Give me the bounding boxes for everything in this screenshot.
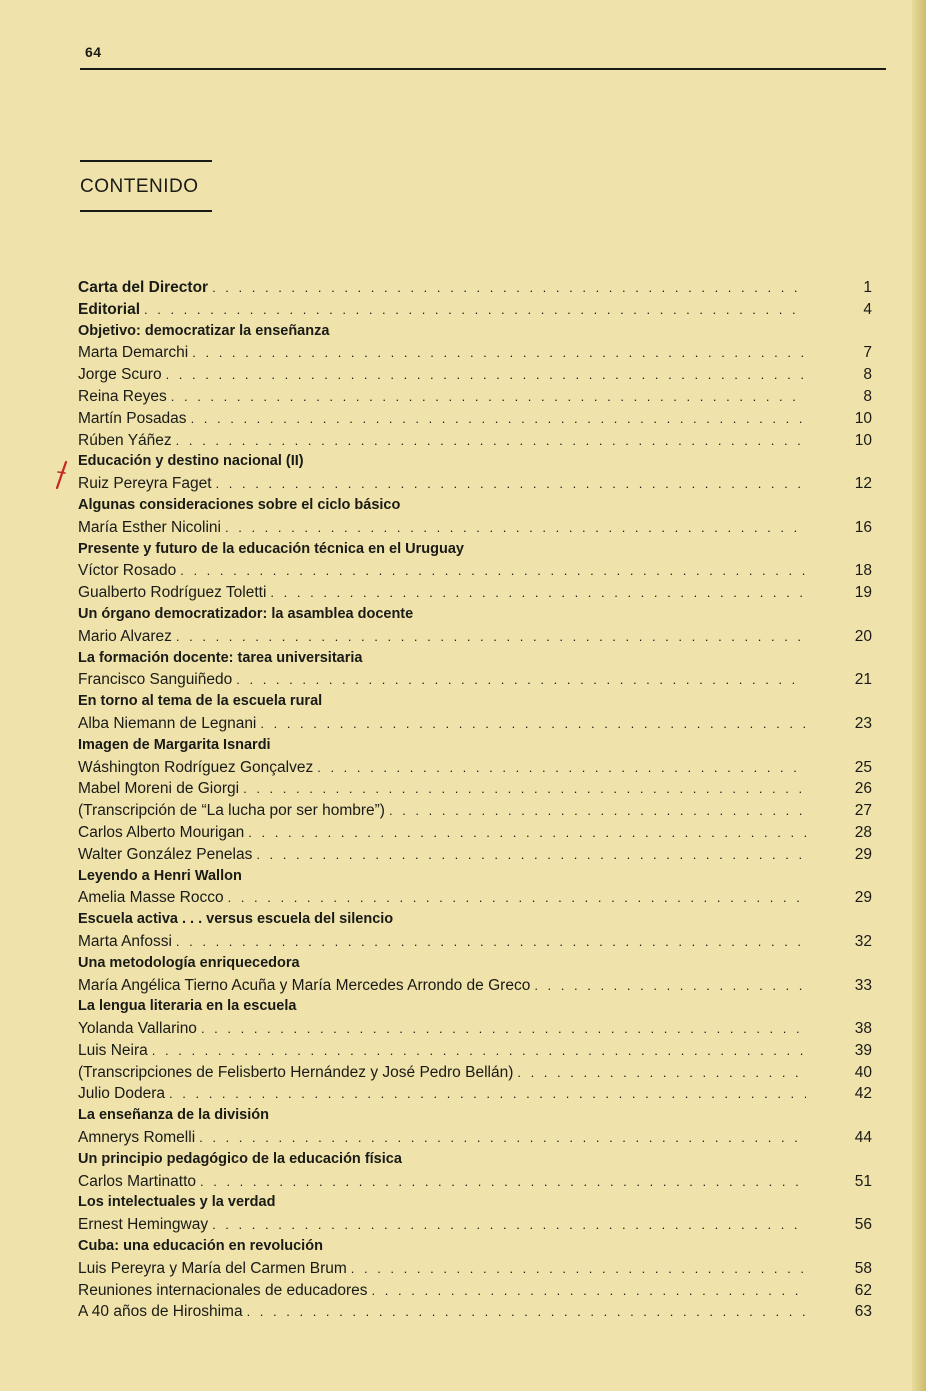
- dot-leader: [256, 844, 806, 866]
- toc-entry-line: [78, 364, 872, 386]
- toc-entry-line: [78, 1280, 872, 1302]
- toc-section-heading: [78, 691, 872, 713]
- toc-entry-line: [78, 931, 872, 953]
- toc-entry: [78, 669, 872, 691]
- toc-entry-line: [78, 560, 872, 582]
- toc-section-heading: [78, 648, 872, 670]
- dot-leader: [228, 887, 806, 909]
- toc-section-heading: [78, 321, 872, 343]
- dot-leader: [389, 800, 806, 822]
- toc-entry-title: A 40 años de Hiroshima: [78, 1303, 243, 1321]
- toc-entry-line: [78, 669, 872, 691]
- dot-leader: [534, 975, 806, 997]
- toc-entry-line: [78, 408, 872, 430]
- toc-entry: [78, 277, 872, 299]
- toc-page-number: 21: [854, 671, 872, 689]
- toc-page-number: 39: [854, 1041, 872, 1059]
- dot-leader: [169, 1083, 806, 1105]
- toc-entry: [78, 1301, 872, 1323]
- toc-page-number: 20: [854, 627, 872, 645]
- dot-leader: [212, 1214, 806, 1236]
- toc-heading-text: La formación docente: tarea universitaria: [78, 649, 363, 666]
- toc-entry-line: [78, 277, 872, 299]
- toc-entry: [78, 1258, 872, 1280]
- toc-entry-line: [78, 1258, 872, 1280]
- toc-page-number: 10: [854, 431, 872, 449]
- toc-entry-line: [78, 975, 872, 997]
- toc-page-number: 58: [854, 1259, 872, 1277]
- toc-entry-line: [78, 1018, 872, 1040]
- toc-section-heading: [78, 953, 872, 975]
- toc-page-number: 16: [854, 518, 872, 536]
- toc-entry: [78, 1062, 872, 1084]
- toc-entry-line: [78, 299, 872, 321]
- toc-heading-text: La enseñanza de la división: [78, 1107, 269, 1124]
- toc-entry-title: Reuniones internacionales de educadores: [78, 1281, 368, 1299]
- dot-leader: [152, 1040, 806, 1062]
- toc-entry: [78, 844, 872, 866]
- toc-entry-title: Carlos Alberto Mourigan: [78, 823, 245, 841]
- dot-leader: [517, 1062, 806, 1084]
- toc-heading-text: Un órgano democratizador: la asamblea docente: [78, 605, 414, 622]
- toc-entry-title: Marta Anfossi: [78, 932, 172, 950]
- toc-page-number: 51: [854, 1172, 872, 1190]
- toc-section-heading: [78, 1105, 872, 1127]
- toc-page-number: 27: [854, 802, 872, 820]
- toc-page-number: 62: [854, 1281, 872, 1299]
- section-title: CONTENIDO: [80, 176, 199, 197]
- toc-heading-text: Imagen de Margarita Isnardi: [78, 736, 271, 753]
- dot-leader: [176, 931, 806, 953]
- toc-page-number: 56: [854, 1216, 872, 1234]
- toc-entry-title: Jorge Scuro: [78, 366, 162, 384]
- toc-entry-line: [78, 582, 872, 604]
- toc-page-number: 19: [854, 584, 872, 602]
- toc-heading-text: Escuela activa . . . versus escuela del silencio: [78, 911, 394, 928]
- dot-leader: [372, 1280, 806, 1302]
- toc-page-number: 29: [854, 889, 872, 907]
- toc-page-number: 18: [854, 562, 872, 580]
- toc-entry-title: Ruiz Pereyra Faget: [78, 475, 212, 493]
- toc-page-number: 8: [863, 387, 872, 405]
- toc-page-number: 29: [854, 845, 872, 863]
- dot-leader: [201, 1018, 806, 1040]
- toc-entry-line: [78, 1301, 872, 1323]
- toc-entry: [78, 1214, 872, 1236]
- page-number: 64: [85, 44, 102, 60]
- toc-entry-line: [78, 1171, 872, 1193]
- toc-section-heading: [78, 1192, 872, 1214]
- toc-entry-line: [78, 626, 872, 648]
- toc-entry: [78, 364, 872, 386]
- toc-entry-line: [78, 778, 872, 800]
- toc-entry-title: Carlos Martinatto: [78, 1172, 197, 1190]
- toc-entry-title: Mario Alvarez: [78, 627, 172, 645]
- dot-leader: [248, 822, 806, 844]
- toc-page-number: 40: [854, 1063, 872, 1081]
- toc-page-number: 23: [854, 714, 872, 732]
- toc-entry-line: [78, 887, 872, 909]
- toc-heading-text: Los intelectuales y la verdad: [78, 1194, 276, 1211]
- section-rule-top: [80, 160, 212, 162]
- toc-section-heading: [78, 539, 872, 561]
- toc-entry-title: María Esther Nicolini: [78, 518, 221, 536]
- toc-heading-text: Educación y destino nacional (II): [78, 453, 304, 470]
- toc-entry: [78, 1040, 872, 1062]
- toc-entry-line: [78, 822, 872, 844]
- dot-leader: [192, 342, 806, 364]
- toc-entry-title: Wáshington Rodríguez Gonçalvez: [78, 758, 314, 776]
- toc-entry-line: [78, 1127, 872, 1149]
- toc-entry-line: [78, 1214, 872, 1236]
- toc-entry: [78, 386, 872, 408]
- toc-page-number: 63: [854, 1303, 872, 1321]
- header-rule: [80, 68, 886, 70]
- dot-leader: [225, 517, 806, 539]
- toc-entry-line: [78, 1083, 872, 1105]
- toc-heading-text: Un principio pedagógico de la educación física: [78, 1150, 402, 1167]
- toc-entry: [78, 713, 872, 735]
- toc-entry: [78, 560, 872, 582]
- toc-entry: [78, 342, 872, 364]
- dot-leader: [270, 582, 806, 604]
- toc-page-number: 26: [854, 780, 872, 798]
- toc-entry-line: [78, 517, 872, 539]
- toc-section-heading: [78, 1149, 872, 1171]
- toc-entry: [78, 1127, 872, 1149]
- toc-entry-title: Walter González Penelas: [78, 845, 253, 863]
- toc-section-heading: [78, 604, 872, 626]
- toc-page-number: 1: [863, 279, 872, 296]
- toc-heading-text: La lengua literaria en la escuela: [78, 998, 297, 1015]
- toc-page-number: 44: [854, 1129, 872, 1147]
- dot-leader: [243, 778, 806, 800]
- toc-page-number: 7: [863, 344, 872, 362]
- toc-entry: [78, 822, 872, 844]
- toc-entry: [78, 473, 872, 495]
- dot-leader: [216, 473, 806, 495]
- toc-heading-text: Algunas consideraciones sobre el ciclo básico: [78, 496, 401, 513]
- dot-leader: [166, 364, 806, 386]
- dot-leader: [180, 560, 806, 582]
- toc-entry-title: Gualberto Rodríguez Toletti: [78, 584, 267, 602]
- table-of-contents: [78, 277, 872, 1323]
- page-edge: [912, 0, 926, 1391]
- toc-entry: [78, 517, 872, 539]
- toc-entry: [78, 931, 872, 953]
- dot-leader: [200, 1171, 806, 1193]
- dot-leader: [144, 299, 806, 321]
- toc-page-number: 4: [863, 300, 872, 318]
- toc-entry-title: Martín Posadas: [78, 409, 187, 427]
- toc-entry-title: Julio Dodera: [78, 1085, 166, 1103]
- toc-entry-title: Reina Reyes: [78, 387, 167, 405]
- toc-entry-title: Rúben Yáñez: [78, 431, 172, 449]
- toc-page-number: 38: [854, 1020, 872, 1038]
- toc-entry: [78, 582, 872, 604]
- toc-entry: [78, 778, 872, 800]
- dot-leader: [236, 669, 806, 691]
- toc-page-number: 42: [854, 1085, 872, 1103]
- toc-section-heading: [78, 1236, 872, 1258]
- toc-entry-title: Luis Pereyra y María del Carmen Brum: [78, 1259, 347, 1277]
- toc-entry-line: [78, 844, 872, 866]
- toc-page-number: 25: [854, 758, 872, 776]
- toc-entry-line: [78, 800, 872, 822]
- dot-leader: [260, 713, 806, 735]
- dot-leader: [351, 1258, 806, 1280]
- toc-entry: [78, 299, 872, 321]
- toc-entry-line: [78, 430, 872, 452]
- toc-entry: [78, 887, 872, 909]
- dot-leader: [171, 386, 806, 408]
- toc-section-heading: [78, 996, 872, 1018]
- toc-section-heading: [78, 451, 872, 473]
- toc-entry: [78, 800, 872, 822]
- dot-leader: [317, 757, 806, 779]
- toc-entry-line: [78, 473, 872, 495]
- toc-entry: [78, 430, 872, 452]
- toc-entry-title: (Transcripciones de Felisberto Hernández y José Pedro Bellán): [78, 1063, 514, 1081]
- handwritten-check-mark-icon: [52, 460, 72, 492]
- toc-entry: [78, 1280, 872, 1302]
- toc-entry-title: Víctor Rosado: [78, 562, 177, 580]
- toc-entry-line: [78, 757, 872, 779]
- toc-entry-title: Amnerys Romelli: [78, 1129, 196, 1147]
- toc-section-heading: [78, 866, 872, 888]
- toc-entry-title: (Transcripción de “La lucha por ser hombre”): [78, 802, 385, 820]
- toc-heading-text: En torno al tema de la escuela rural: [78, 693, 323, 710]
- toc-entry-line: [78, 1040, 872, 1062]
- dot-leader: [199, 1127, 806, 1149]
- dot-leader: [176, 430, 806, 452]
- toc-heading-text: Presente y futuro de la educación técnica en el Uruguay: [78, 540, 464, 557]
- toc-entry: [78, 757, 872, 779]
- toc-page-number: 12: [854, 475, 872, 493]
- toc-entry-title: Editorial: [78, 300, 141, 318]
- toc-entry: [78, 975, 872, 997]
- toc-page-number: 8: [863, 366, 872, 384]
- toc-entry-title: Francisco Sanguiñedo: [78, 671, 233, 689]
- toc-entry: [78, 1171, 872, 1193]
- dot-leader: [191, 408, 806, 430]
- toc-heading-text: Una metodología enriquecedora: [78, 954, 300, 971]
- toc-entry-line: [78, 1062, 872, 1084]
- toc-entry-title: Marta Demarchi: [78, 344, 189, 362]
- toc-entry-title: Ernest Hemingway: [78, 1216, 209, 1234]
- dot-leader: [247, 1301, 806, 1323]
- toc-entry: [78, 626, 872, 648]
- toc-entry: [78, 408, 872, 430]
- toc-entry-line: [78, 713, 872, 735]
- toc-entry: [78, 1083, 872, 1105]
- toc-entry-title: Luis Neira: [78, 1041, 148, 1059]
- toc-page-number: 32: [854, 932, 872, 950]
- toc-entry-title: María Angélica Tierno Acuña y María Mercedes Arrondo de Greco: [78, 976, 531, 994]
- toc-heading-text: Objetivo: democratizar la enseñanza: [78, 322, 330, 339]
- toc-entry-title: Mabel Moreni de Giorgi: [78, 780, 240, 798]
- toc-entry-title: Yolanda Vallarino: [78, 1020, 197, 1038]
- dot-leader: [176, 626, 806, 648]
- toc-page-number: 28: [854, 823, 872, 841]
- dot-leader: [212, 277, 806, 299]
- toc-section-heading: [78, 909, 872, 931]
- toc-page-number: 10: [854, 409, 872, 427]
- toc-entry-title: Amelia Masse Rocco: [78, 889, 224, 907]
- toc-section-heading: [78, 495, 872, 517]
- toc-entry-title: Alba Niemann de Legnani: [78, 714, 257, 732]
- section-rule-bottom: [80, 210, 212, 212]
- toc-entry-line: [78, 386, 872, 408]
- toc-section-heading: [78, 735, 872, 757]
- toc-entry-line: [78, 342, 872, 364]
- toc-page-number: 33: [854, 976, 872, 994]
- toc-entry-title: Carta del Director: [78, 279, 209, 296]
- toc-heading-text: Leyendo a Henri Wallon: [78, 867, 242, 884]
- toc-heading-text: Cuba: una educación en revolución: [78, 1238, 323, 1255]
- toc-entry: [78, 1018, 872, 1040]
